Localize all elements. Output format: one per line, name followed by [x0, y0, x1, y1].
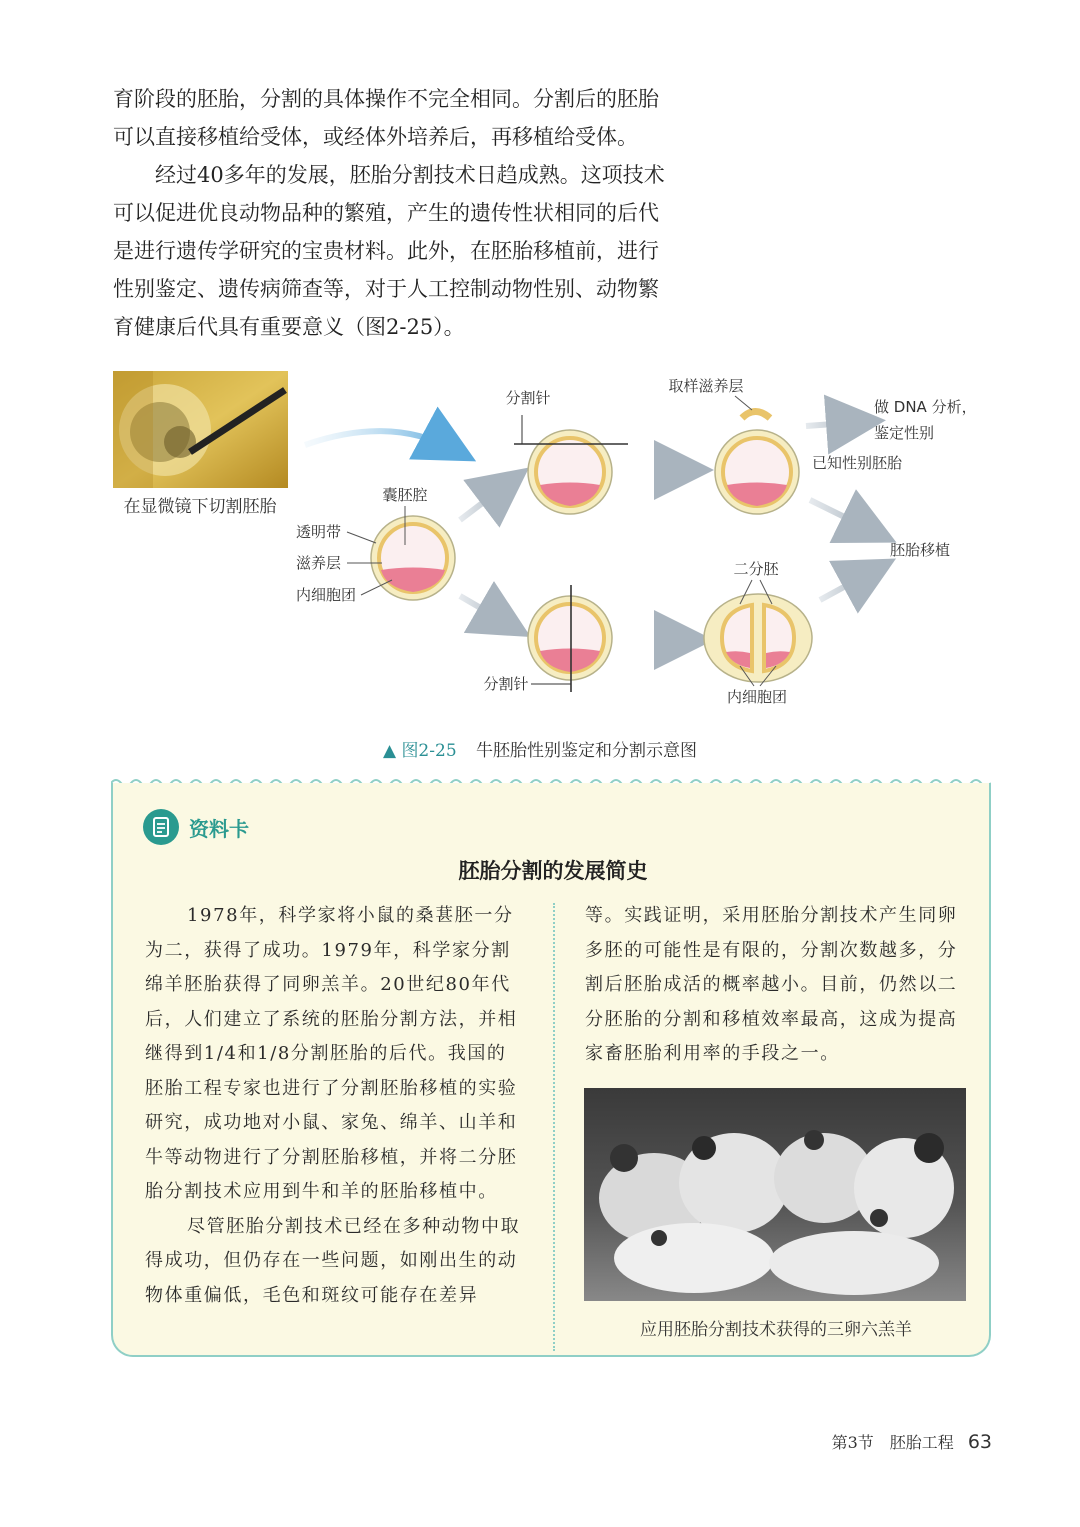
label-needle-bottom: 分割针 — [483, 675, 529, 693]
arrow-transfer-bottom — [820, 570, 875, 600]
card-left-paragraph-1: 1978年，科学家将小鼠的桑葚胚一分为二，获得了成功。1979年，科学家分割绵羊胚胎获得了同卵羔羊。20世纪80年代后，人们建立了系统的胚胎分割方法，并相继得到1/4和1/8分割胚胎的后代。我国的胚胎工程专家也进行了分割胚胎移植的实验研究，成功地对小鼠、家兔、绵羊、山羊和牛等动物进行了分割胚胎移植，并将二分胚胎分割技术应用到牛和羊的胚胎移植中。 — [145, 905, 518, 1202]
label-icm-bottom: 内细胞团 — [726, 688, 788, 706]
embryo-bottom — [528, 596, 612, 680]
page-number: 63 — [967, 1431, 992, 1453]
figure-caption — [0, 736, 1080, 761]
trophoblast-sample — [742, 412, 770, 419]
label-transfer: 胚胎移植 — [890, 541, 951, 559]
lambs-photo-caption: 应用胚胎分割技术获得的三卵六羔羊 — [640, 1320, 912, 1340]
label-half-embryo: 二分胚 — [733, 560, 779, 578]
lambs-photo — [584, 1088, 966, 1301]
card-left-paragraph-2: 尽管胚胎分割技术已经在多种动物中取得成功，但仍存在一些问题，如刚出生的动物体重偏低，毛色和斑纹可能存在差异 — [145, 1215, 521, 1306]
microscope-photo — [113, 371, 288, 488]
arrow-down — [460, 596, 510, 625]
triangle-icon: ▲ — [382, 741, 397, 761]
embryo-top — [528, 430, 612, 514]
card-title: 胚胎分割的发展简史 — [458, 859, 648, 883]
arrow-transfer-top — [810, 500, 875, 532]
figure-number: 图2-25 — [401, 741, 457, 761]
document-icon — [143, 809, 179, 845]
figure-title: 牛胚胎性别鉴定和分割示意图 — [476, 741, 698, 761]
label-blastocoel: 囊胚腔 — [382, 486, 428, 504]
label-sample: 取样滋养层 — [668, 377, 744, 395]
label-zona: 透明带 — [296, 523, 342, 541]
embryo-diagram — [0, 360, 1080, 730]
label-trophoblast: 滋养层 — [296, 554, 342, 572]
embryo-known-sex — [715, 430, 799, 514]
page-footer — [832, 1430, 992, 1453]
label-known-sex: 已知性别胚胎 — [812, 454, 903, 472]
split-embryo — [704, 594, 812, 682]
label-dna-1: 做 DNA 分析， — [874, 398, 977, 416]
paragraph-1: 育阶段的胚胎，分割的具体操作不完全相同。分割后的胚胎可以直接移植给受体，或经体外培养后，再移植给受体。 — [113, 87, 659, 149]
column-divider — [553, 903, 555, 1351]
card-tag: 资料卡 — [189, 817, 249, 841]
label-dna-2: 鉴定性别 — [874, 424, 935, 442]
card-right-column — [585, 899, 970, 1072]
label-icm: 内细胞团 — [296, 586, 357, 604]
arrow-dna — [806, 422, 862, 426]
label-needle-top: 分割针 — [505, 389, 551, 407]
photo-caption: 在显微镜下切割胚胎 — [123, 497, 277, 517]
info-card — [111, 783, 991, 1357]
card-left-column — [145, 899, 525, 1313]
section-title: 第3节 胚胎工程 — [831, 1433, 954, 1452]
arrow-up — [460, 482, 510, 520]
card-right-paragraph: 等。实践证明，采用胚胎分割技术产生同卵多胚的可能性是有限的，分割次数越多，分割后胚胎成活的概率越小。目前，仍然以二分胚胎的分割和移植效率最高，这成为提高家畜胚胎利用率的手段之一。 — [585, 905, 958, 1064]
blue-arrow — [305, 431, 455, 450]
paragraph-2: 经过40多年的发展，胚胎分割技术日趋成熟。这项技术可以促进优良动物品种的繁殖，产生的遗传性状相同的后代是进行遗传学研究的宝贵材料。此外，在胚胎移植前，进行性别鉴定、遗传病筛查等，对于人工控制动物性别、动物繁育健康后代具有重要意义（图2-25）。 — [113, 163, 665, 339]
body-text — [113, 80, 673, 346]
blastocyst — [371, 516, 455, 600]
